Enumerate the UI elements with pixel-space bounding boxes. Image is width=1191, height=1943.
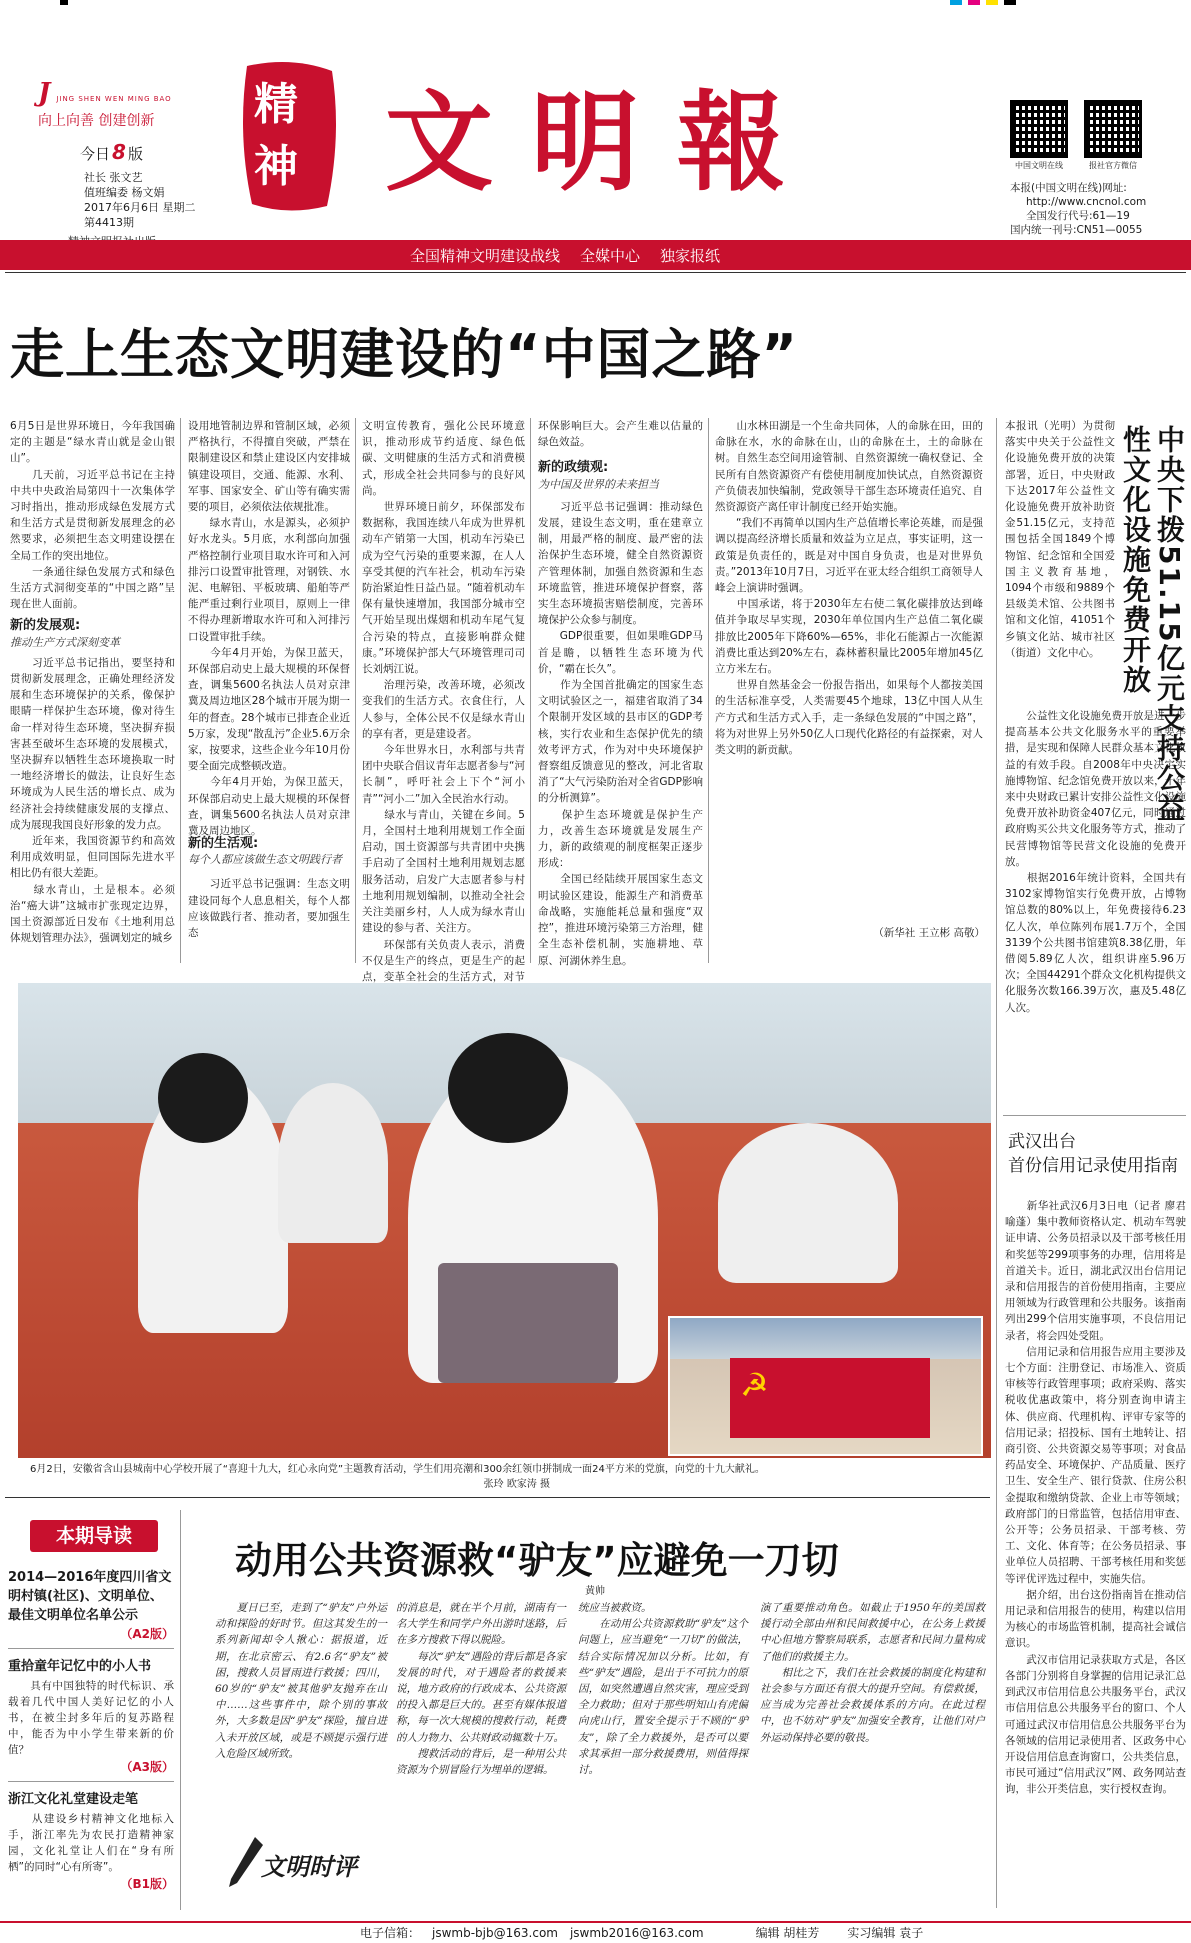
guide-item-2[interactable]: 重拾童年记忆中的小人书 [8, 1659, 152, 1674]
nav-item-exclusive[interactable]: 独家报纸 [660, 247, 721, 265]
subhead-performance: 新的政绩观: [538, 460, 609, 476]
guide-item-3[interactable]: 浙江文化礼堂建设走笔 [8, 1792, 139, 1807]
newspaper-title: 文明報 [385, 80, 824, 206]
lead-col-2: 设用地管制边界和管制区域，必须严格执行，不得擅自突破，严禁在限制建设区和禁止建设区内安排城镇建设项目，交通、能源、水利、军事、国家安全、矿山等有确实需要的项目，必须依法依规批准。 绿水青山，水是源头，必须护好水龙头。5月底，水利部向加强严格控制行业项目取水许可和入河排污口设置审批管理，对钢铁、水泥、电解铝、平板玻璃、船舶等严能严重过剩行业项目，原则上一律不得办理新增取水许可和入河排污口设置审批手续。 今年4月开始，为保卫蓝天，环保部启动史上最大规模的环保督查，调集5600名执法人员对京津冀及周边地区28个城市开展为期一年的督查。28个城市已排查企业近5万家，发现“散乱污”企业5.6万余家，按要求，这些企业今年10月份要全面完成整顿改造。 今年4月开始，为保卫蓝天，环保部启动史上最大规模的环保督查，调集5600名执法人员对京津冀及周边地区。 新的生活观: 每个人都应该做生态文明践行者 习近平总书记强调：生态文明建设同每个人息息相关，每个人都应该做践行者、推动者，要加强生态 [188, 420, 350, 940]
commentary-author: 黄帅 [585, 1586, 605, 1597]
photo-caption: 6月2日，安徽省含山县城南中心学校开展了“喜迎十九大，红心永向党”主题教育活动，学生们用亮潮和300余红领巾拼制成一面24平方米的党旗，向党的十九大献礼。 张玲 欧家涛 摄 [30, 1462, 980, 1492]
wuhan-headline: 武汉出台 首份信用记录使用指南 [1008, 1132, 1178, 1176]
qr2-caption: 报社官方微信 [1089, 161, 1137, 170]
sidebar-story-headline: 中央下拨51.15亿元支持公益性文化设施免费开放 [1119, 425, 1186, 824]
column-logo: 文明时评 [225, 1835, 375, 1890]
nav-item-campaign[interactable]: 全国精神文明建设战线 [410, 247, 561, 265]
lead-col-4: 环保影响巨大。会产生难以估量的绿色效益。 新的政绩观: 为中国及世界的未来担当 习近平总书记强调：推动绿色发展，建设生态文明，重在建章立制，用最严格的制度、最严密的法治保护生态环境，健全自然资源资产管理体制，加强自然资源和生态环境监管，推进环境保护督察，落实生态环境损害赔偿制度，完善环境保护公众参与制度。 GDP很重要，但如果唯GDP马首是瞻，以牺牲生态环境为代价，“霸在长久”。 作为全国首批确定的国家生态文明试验区之一，福建省取消了34个限制开发区域的县市区的GDP考核，实行农业和生态保护优先的绩效考评方式，作为对中央环境保护督察组反馈意见的整改，河北省取消了“大气污染防治对全省GDP影响的分析测算”。 保护生态环境就是保护生产力，改善生态环境就是发展生产力，新的政绩观的制度框架正逐步形成： 全国已经陆续开展国家生态文明试验区建设，能源生产和消费革命战略，实施能耗总量和强度“双控”，推进环境污染第三方治理，健全生态补偿机制，实施耕地、草原、河湖休养生息。 [538, 420, 703, 967]
title-seal [232, 56, 352, 216]
subhead-life: 新的生活观: [188, 836, 259, 851]
color-registration-bar [0, 0, 1191, 6]
lead-col-1: 6月5日是世界环境日，今年我国确定的主题是“绿水青山就是金山银山”。 几天前，习近平总书记在主持中共中央政治局第四十一次集体学习时指出，推动形成绿色发展方式和生活方式是贯彻新发展理念的必然要求，必须把生态文明建设摆在全局工作的突出地位。 一条通往绿色发展方式和绿色生活方式洞彻变革的“中国之路”呈现在世人面前。 新的发展观: 推动生产方式深刻变革 习近平总书记指出，要坚持和贯彻新发展理念，正确处理经济发展和生态环境保护的关系，像保护眼睛一样保护生态环境，像对待生命一样对待生态环境，坚决摒弃损害甚至破坏生态环境的发展模式，坚决摒弃以牺牲生态环境换取一时一地经济增长的做法，让良好生态环境成为人民生活的增长点、成为经济社会持续健康发展的支撑点、成为展现我国良好形象的发力点。 近年来，我国资源节约和高效利用成效明显，但同国际先进水平相比仍有很大差距。 绿水青山，土是根本。必须治“癌大讲”这城市扩张现定边界，国土资源部近日发布《土地利用总体规划管理办法》，强调划定的城乡 [10, 420, 175, 945]
guide-item-1[interactable]: 2014—2016年度四川省文明村镇(社区)、文明单位、最佳文明单位名单公示 [8, 1570, 172, 1623]
commentary-col-1: 夏日已至，走到了“驴友”户外运动和探险的好时节。但这其发生的一系列新闻却令人揪心：据报道，近期，在北京密云、有2.6名“驴友”被困，搜救人员冒雨进行救援；四川，60岁的“驴友”被其他驴友抛弃在山中……这些事件中，除个别的事故外，大多数是因“驴友”探险，擅自进入未开放区域，或是不顾提示强行进入危险区域所致。 [215, 1602, 387, 1760]
publisher-line: 社长 张文艺 [84, 171, 143, 184]
editor-line: 值班编委 杨文娟 [84, 186, 165, 199]
website-label: 本报(中国文明在线)网址: [1010, 182, 1127, 194]
lead-byline: （新华社 王立彬 高敬） [873, 927, 985, 939]
footer-editor: 编辑 胡桂芳 [755, 1926, 820, 1940]
date-line: 2017年6月6日 星期二 [84, 201, 196, 214]
commentary-col-4: 演了重要推动角色。如截止于1950年的美国救援行动全部由州和民间救援中心，在公务上救援中心但地方警察局联系，志愿者和民间力量构成了他们的救援主力。 相比之下，我们在社会救援的制度化构建和社会参与方面还有很大的提升空间。有偿救援，应当成为完善社会救援体系的方向。在此过程中，也不妨对“驴友”加强安全教育，让他们对户外运动保持必要的敬畏。 [760, 1602, 985, 1744]
photo-credit: 张玲 欧家涛 摄 [483, 1479, 550, 1490]
sidebar-story-lede: 本报讯（光明）为贯彻落实中央关于公益性文化设施免费开放的决策部署，近日，中央财政下达2017年公益性文化设施免费开放补助资金51.15亿元，支持范围包括全国1849个博物馆、纪念馆和全国爱国主义教育基地，1094个市级和9889个县级美术馆、公共图书馆和文化馆，41051个乡镇文化站、城市社区（街道）文化中心。 [1005, 420, 1115, 659]
cn-code: 全国发行代号:61—19 [1026, 210, 1130, 222]
slogan: 向上向善 创建创新 [38, 113, 155, 129]
qr1-caption: 中国文明在线 [1015, 161, 1063, 170]
lead-col-3: 文明宣传教育，强化公民环境意识，推动形成节约适度、绿色低碳、文明健康的生活方式和消费模式，形成全社会共同参与的良好风尚。 世界环境日前夕，环保部发布数据称，我国连续八年成为世界机动车产销第一大国，机动车污染已成为空气污染的重要来源，在人人享受其便的汽车社会，机动车污染防治紧迫性日益凸显。“随着机动车保有量快速增加，我国部分城市空气开始呈现出煤烟和机动车尾气复合污染的特点，直接影响群众健康。”环境保护部大气环境管理司司长刘炳江说。 治理污染，改善环境，必须改变我们的生活方式。衣食住行，人人参与，全体公民不仅是绿水青山的享有者，更是建设者。 今年世界水日，水利部与共青团中央联合倡议青年志愿者参与“河长制”，呼吁社会上下个“河小青”“河小二”加入全民治水行动。 绿水与青山，关键在乡间。5月，全国村土地利用规划工作全面启动，国土资源部与共青团中央携手启动了全国村土地利用规划志愿服务活动，启发广大志愿者参与村土地利用规划编制，以推动全社会关注美丽乡村，人人成为绿水青山建设的参与者、关注方。 环保部有关负责人表示，消费不仅是生产的终点，更是生产的起点，变革全社会的生活方式，对节 [362, 420, 525, 983]
issn: 国内统一刊号:CN51—0055 [1010, 224, 1143, 236]
sidebar-story-body: 公益性文化设施免费开放是进一步提高基本公共文化服务水平的重要举措，是实现和保障人民群众基本文化权益的有效手段。自2008年中央决定实施博物馆、纪念馆免费开放以来，十年来中央财政已累计安排公益性文化设施免费开放补助资金407亿元，同时通过政府购买公共文化服务等方式，推动了民营博物馆等民营文化设施的免费开放。 根据2016年统计资料，全国共有3102家博物馆实行免费开放，占博物馆总数的80%以上，年免费接待6.23亿人次，单位陈列布展1.7万个，全国3139个公共图书馆建筑8.38亿册，年借阅5.89亿人次，组织讲座5.96万次；全国44291个群众文化机构提供文化服务次数166.39万次，惠及5.48亿人次。 [1005, 710, 1186, 1014]
pinyin-title: JING SHEN WEN MING BAO [56, 95, 172, 103]
footer-bar [0, 1921, 1191, 1943]
title-chars: 精 神 [254, 79, 298, 192]
masthead-left [38, 78, 196, 249]
lead-col-5: 山水林田湖是一个生命共同体，人的命脉在田，田的命脉在水，水的命脉在山，山的命脉在土，土的命脉在树。自然生态空间用途管制、自然资源统一确权登记、全民所有自然资源资产有偿使用制度加快试点，自然资源资产负债表加快编制，党政领导干部生态环境责任追究、自然资源资产离任审计制度已经开始实施。 “我们不再简单以国内生产总值增长率论英雄，而是强调以提高经济增长质量和效益为立足点，事实证明，这一政策是负责任的，既是对中国自身负责，也是对世界负责。”2013年10月7日，习近平在亚太经合组织工商领导人峰会上演讲时强调。 中国承诺，将于2030年左右使二氧化碳排放达到峰值并争取尽早实现，2030年单位国内生产总值二氧化碳排放比2005年下降60%—65%，非化石能源占一次能源消费比重达到20%左右，森林蓄积量比2005年增加45亿立方米左右。 世界自然基金会一份报告指出，如果每个人都按美国的生活标准享受，人类需要45个地球，13亿中国人从生产方式和生活方式入手，走一条绿色发展的“中国之路”，将为对世界上另外50亿人口现代化路径的有益探索，对人类文明的新贡献。 [715, 420, 983, 757]
lead-headline: 走上生态文明建设的“中国之路” [10, 323, 798, 386]
logo-mark: J [38, 78, 51, 108]
email-1[interactable]: jswmb-bjb@163.com [432, 1926, 558, 1940]
masthead-right [1010, 100, 1146, 237]
nav-bar [0, 240, 1191, 270]
commentary-headline: 动用公共资源救“驴友”应避免一刀切 [235, 1539, 839, 1582]
qr-code-icon [1084, 100, 1142, 158]
website-link[interactable]: http://www.cncnol.com [1026, 196, 1147, 208]
issue-line: 第4413期 [84, 216, 134, 229]
edition-count: 今日 8 版 [80, 140, 143, 164]
guide-box: 2014—2016年度四川省文明村镇(社区)、文明单位、最佳文明单位名单公示 （A2版） 重拾童年记忆中的小人书 具有中国独特的时代标识、承载着几代中国人美好记忆的小人书，在被尘封多年后的复苏路程中，能否为中小学生带来新的价值？ （A3版） 浙江文化礼堂建设走笔 从建设乡村精神文化地标入手，浙江率先为农民打造精神家园，文化礼堂让人们在“身有所栖”的同时“心有所寄”。 （B1版） [8, 1570, 174, 1891]
pen-nib-icon [225, 1835, 265, 1890]
email-2[interactable]: jswmb2016@163.com [569, 1926, 704, 1940]
email-label: 电子信箱： [360, 1926, 421, 1940]
guide-tag: 本期导读 [30, 1520, 158, 1552]
footer-intern: 实习编辑 袁子 [847, 1926, 924, 1940]
subhead-development: 新的发展观: [10, 618, 81, 634]
nav-item-media[interactable]: 全媒中心 [580, 247, 641, 265]
wuhan-body: 新华社武汉6月3日电（记者 廖君 喻蓬）集中教师资格认定、机动车驾驶证申请、公务员招录以及干部考核任用和奖惩等299项事务的办理，信用将是首道关卡。近日，湖北武汉出台信用记录和信用报告的首份使用指南，主要应用领域为行政管理和公共服务。该指南列出299个信用实施事项，不良信用记录者，将会四处受阻。 信用记录和信用报告应用主要涉及七个方面：注册登记、市场准入、资质审核等行政管理事项；政府采购、落实税收优惠政策中，将分别查询申请主体、供应商、代理机构、评审专家等的信用记录；招投标、国有土地转让、招商引资、公共资源交易等事项；对食品药品安全、环境保护、产品质量、医疗卫生、安全生产、银行贷款、住房公积金提取和缴纳贷款、企业上市等领域；政府部门的日常监管，包括信用审查、公开等；公务员招录、干部考核、劳工、文化、体育等；在公务员招录、事业单位人员招聘、干部考核任用和奖惩等评优评选过程中，实施失信。 据介绍，出台这份指南旨在推动信用记录和信用报告的使用，构建以信用为核心的市场监管机制，提高社会诚信意识。 武汉市信用记录获取方式是，各区各部门分别将自身掌握的信用记录汇总到武汉市信用信息公共服务平台，武汉市信用信息公共服务平台的窗口、个人可通过武汉市信用信息公共服务平台为各领域的信用记录使用者、区政务中心开设信用信息查询窗口，公共类信息，市民可通过“信用武汉”网、政务网站查询，非公开类信息，实行授权查询。 [1005, 1200, 1186, 1796]
commentary-col-3: 统应当被救资。 在动用公共资源救助“驴友”这个问题上，应当避免“一刀切”的做法，结合实际情况加以分析。比如，有些“驴友”遇险，是出于不可抗力的原因，如突然遭遇自然灾害，理应受到全力救助；但对于那些明知山有虎偏向虎山行，置安全提示于不顾的“驴友”，除了全力救援外，是否可以要求其承担一部分救援费用，则值得探讨。 [578, 1602, 748, 1777]
commentary-col-2: 的消息是，就在半个月前，湖南有一名大学生和同学户外出游时迷路，后在多方搜救下得以脱险。 每次“驴友”遇险的背后都是各家发展的时代，对于遇险者的救援来说，地方政府的行政成本、公共资源的投入都是巨大的。甚至有媒体报道称，每一次大规模的搜救行动，耗费的人力物力、公共财政动辄数十万。 搜救活动的背后，是一种用公共资源为个别冒险行为埋单的逻辑。 [396, 1602, 566, 1777]
qr-code-icon [1010, 100, 1068, 158]
party-flag-icon: ☭ [730, 1358, 930, 1438]
